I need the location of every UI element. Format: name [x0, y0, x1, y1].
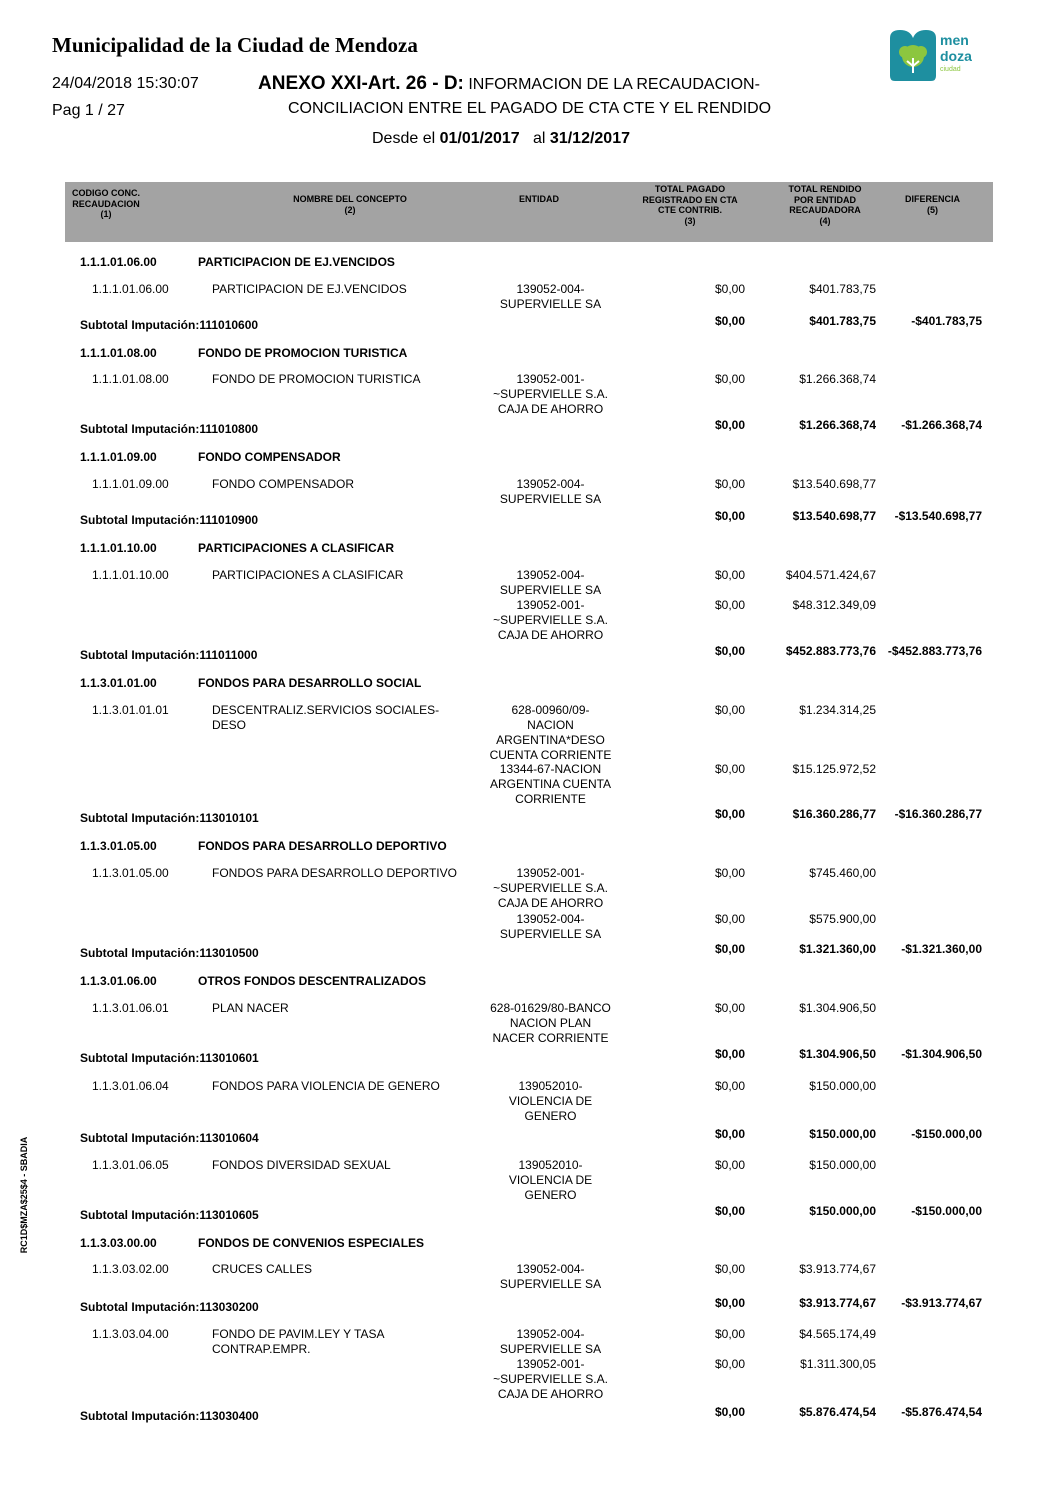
concept-name: PARTICIPACION DE EJ.VENCIDOS	[212, 282, 407, 296]
subtotal-label: Subtotal Imputación:113010500	[80, 946, 259, 960]
entity-name: 139052010- VIOLENCIA DE GENERO	[508, 1079, 593, 1123]
mendoza-logo	[888, 28, 988, 83]
subtotal-pagado: $0,00	[714, 418, 745, 432]
total-pagado: $0,00	[714, 703, 745, 717]
total-rendido: $3.913.774,67	[799, 1262, 876, 1276]
total-pagado: $0,00	[714, 372, 745, 386]
subtotal-label: Subtotal Imputación:113010605	[80, 1208, 259, 1222]
group-name: FONDOS PARA DESARROLLO SOCIAL	[198, 676, 422, 690]
col-header-total-rendido: TOTAL RENDIDO POR ENTIDAD RECAUDADORA (4)	[788, 184, 862, 226]
total-rendido: $1.304.906,50	[799, 1001, 876, 1015]
concept-code: 1.1.3.03.04.00	[92, 1327, 169, 1341]
group-code: 1.1.3.01.05.00	[80, 839, 157, 853]
col-header-total-pagado: TOTAL PAGADO REGISTRADO EN CTA CTE CONTRIB. (3)	[642, 184, 738, 226]
group-code: 1.1.1.01.08.00	[80, 346, 157, 360]
entity-name: 139052-001- ~SUPERVIELLE S.A. CAJA DE AHORRO	[493, 372, 608, 416]
total-rendido: $1.234.314,25	[799, 703, 876, 717]
svg-text:ciudad: ciudad	[940, 66, 961, 73]
concept-code: 1.1.3.01.01.01	[92, 703, 169, 717]
concept-code: 1.1.3.01.05.00	[92, 866, 169, 880]
total-pagado: $0,00	[714, 1327, 745, 1341]
col-header-nombre: NOMBRE DEL CONCEPTO (2)	[293, 194, 407, 215]
subtotal-label: Subtotal Imputación:113030200	[80, 1300, 259, 1314]
total-pagado: $0,00	[714, 1001, 745, 1015]
total-rendido: $575.900,00	[809, 912, 876, 926]
concept-name: PLAN NACER	[212, 1001, 289, 1015]
date-range	[372, 130, 630, 148]
total-pagado: $0,00	[714, 568, 745, 582]
total-pagado: $0,00	[714, 1262, 745, 1276]
subtotal-diferencia: -$1.266.368,74	[901, 418, 982, 432]
subtotal-rendido: $452.883.773,76	[785, 644, 876, 658]
subtotal-diferencia: -$13.540.698,77	[894, 509, 982, 523]
subtotal-rendido: $3.913.774,67	[799, 1296, 876, 1310]
report-title-bold: ANEXO XXI-Art. 26 - D:	[258, 73, 464, 94]
subtotal-label: Subtotal Imputación:113030400	[80, 1409, 259, 1423]
entity-name: 139052010- VIOLENCIA DE GENERO	[508, 1158, 593, 1202]
subtotal-label: Subtotal Imputación:113010601	[80, 1051, 259, 1065]
col-header-diferencia: DIFERENCIA (5)	[904, 194, 960, 215]
group-name: FONDOS DE CONVENIOS ESPECIALES	[198, 1236, 425, 1250]
concept-code: 1.1.3.01.06.01	[92, 1001, 169, 1015]
total-rendido: $13.540.698,77	[792, 477, 876, 491]
subtotal-label: Subtotal Imputación:111010800	[80, 422, 259, 436]
group-code: 1.1.1.01.06.00	[80, 255, 157, 269]
subtotal-pagado: $0,00	[714, 1405, 745, 1419]
range-to: 31/12/2017	[549, 130, 630, 147]
subtotal-rendido: $1.304.906,50	[799, 1047, 876, 1061]
subtotal-pagado: $0,00	[714, 1047, 745, 1061]
total-pagado: $0,00	[714, 762, 745, 776]
subtotal-pagado: $0,00	[714, 644, 745, 658]
subtotal-diferencia: -$1.304.906,50	[901, 1047, 982, 1061]
concept-code: 1.1.1.01.08.00	[92, 372, 169, 386]
entity-name: 139052-004- SUPERVIELLE SA	[499, 912, 602, 941]
group-code: 1.1.3.01.06.00	[80, 974, 157, 988]
range-from: 01/01/2017	[439, 130, 520, 147]
subtotal-rendido: $5.876.474,54	[799, 1405, 876, 1419]
entity-name: 139052-001- ~SUPERVIELLE S.A. CAJA DE AHORRO	[493, 866, 608, 910]
subtotal-rendido: $1.321.360,00	[799, 942, 876, 956]
group-code: 1.1.3.03.00.00	[80, 1236, 157, 1250]
entity-name: 139052-004- SUPERVIELLE SA	[499, 568, 602, 597]
concept-name: PARTICIPACIONES A CLASIFICAR	[212, 568, 404, 582]
entity-name: 628-01629/80-BANCO NACION PLAN NACER CORRIENTE	[490, 1001, 611, 1045]
group-name: PARTICIPACION DE EJ.VENCIDOS	[198, 255, 395, 269]
report-timestamp: 24/04/2018 15:30:07	[52, 75, 199, 92]
total-pagado: $0,00	[714, 1357, 745, 1371]
total-rendido: $745.460,00	[809, 866, 876, 880]
subtotal-rendido: $16.360.286,77	[792, 807, 876, 821]
side-reference-code: RC1D$MZA$25$4 - SBADIA	[19, 1136, 29, 1254]
total-rendido: $4.565.174,49	[799, 1327, 876, 1341]
subtotal-pagado: $0,00	[714, 807, 745, 821]
total-rendido: $1.266.368,74	[799, 372, 876, 386]
group-name: FONDO DE PROMOCION TURISTICA	[198, 346, 408, 360]
subtotal-rendido: $13.540.698,77	[792, 509, 876, 523]
subtotal-diferencia: -$401.783,75	[911, 314, 982, 328]
col-header-entidad: ENTIDAD	[519, 194, 559, 204]
subtotal-diferencia: -$5.876.474,54	[901, 1405, 982, 1419]
subtotal-label: Subtotal Imputación:111010600	[80, 318, 259, 332]
logo-m-tree-icon	[888, 28, 988, 83]
subtotal-rendido: $1.266.368,74	[799, 418, 876, 432]
group-code: 1.1.1.01.10.00	[80, 541, 157, 555]
subtotal-pagado: $0,00	[714, 1204, 745, 1218]
subtotal-diferencia: -$150.000,00	[911, 1204, 982, 1218]
entity-name: 139052-001- ~SUPERVIELLE S.A. CAJA DE AHORRO	[493, 598, 608, 642]
concept-name: FONDO COMPENSADOR	[212, 477, 355, 491]
subtotal-label: Subtotal Imputación:113010101	[80, 811, 259, 825]
subtotal-diferencia: -$3.913.774,67	[901, 1296, 982, 1310]
total-rendido: $401.783,75	[809, 282, 876, 296]
concept-code: 1.1.3.01.06.04	[92, 1079, 169, 1093]
subtotal-rendido: $150.000,00	[809, 1204, 876, 1218]
subtotal-diferencia: -$1.321.360,00	[901, 942, 982, 956]
subtotal-label: Subtotal Imputación:111011000	[80, 648, 258, 662]
total-pagado: $0,00	[714, 1158, 745, 1172]
col-header-codigo: CODIGO CONC. RECAUDACION (1)	[71, 188, 140, 219]
group-name: FONDOS PARA DESARROLLO DEPORTIVO	[198, 839, 447, 853]
total-rendido: $48.312.349,09	[792, 598, 876, 612]
total-rendido: $150.000,00	[809, 1079, 876, 1093]
subtotal-pagado: $0,00	[714, 314, 745, 328]
concept-name: DESCENTRALIZ.SERVICIOS SOCIALES- DESO	[212, 703, 440, 732]
svg-text:men: men	[940, 32, 969, 48]
group-name: OTROS FONDOS DESCENTRALIZADOS	[198, 974, 427, 988]
subtotal-pagado: $0,00	[714, 1296, 745, 1310]
report-subtitle: CONCILIACION ENTRE EL PAGADO DE CTA CTE Y EL RENDIDO	[288, 100, 772, 117]
subtotal-diferencia: -$16.360.286,77	[894, 807, 982, 821]
total-rendido: $404.571.424,67	[785, 568, 876, 582]
concept-name: FONDO DE PROMOCION TURISTICA	[212, 372, 421, 386]
page-indicator: Pag 1 / 27	[52, 102, 125, 119]
subtotal-label: Subtotal Imputación:113010604	[80, 1131, 259, 1145]
group-code: 1.1.1.01.09.00	[80, 450, 157, 464]
concept-code: 1.1.1.01.10.00	[92, 568, 169, 582]
entity-name: 13344-67-NACION ARGENTINA CUENTA CORRIENTE	[489, 762, 612, 806]
concept-name: FONDOS PARA VIOLENCIA DE GENERO	[212, 1079, 440, 1093]
group-name: PARTICIPACIONES A CLASIFICAR	[198, 541, 395, 555]
subtotal-rendido: $401.783,75	[809, 314, 876, 328]
total-rendido: $15.125.972,52	[792, 762, 876, 776]
report-title	[258, 73, 760, 95]
subtotal-pagado: $0,00	[714, 509, 745, 523]
total-pagado: $0,00	[714, 866, 745, 880]
total-pagado: $0,00	[714, 598, 745, 612]
table-header	[65, 182, 993, 242]
subtotal-pagado: $0,00	[714, 942, 745, 956]
concept-name: FONDOS PARA DESARROLLO DEPORTIVO	[212, 866, 457, 880]
concept-name: FONDOS DIVERSIDAD SEXUAL	[212, 1158, 391, 1172]
concept-code: 1.1.1.01.09.00	[92, 477, 169, 491]
concept-code: 1.1.3.03.02.00	[92, 1262, 169, 1276]
organization-title: Municipalidad de la Ciudad de Mendoza	[52, 33, 418, 57]
subtotal-rendido: $150.000,00	[809, 1127, 876, 1141]
subtotal-diferencia: -$452.883.773,76	[887, 644, 982, 658]
total-pagado: $0,00	[714, 1079, 745, 1093]
subtotal-pagado: $0,00	[714, 1127, 745, 1141]
total-rendido: $1.311.300,05	[800, 1357, 876, 1371]
total-rendido: $150.000,00	[809, 1158, 876, 1172]
entity-name: 139052-004- SUPERVIELLE SA	[499, 282, 602, 311]
entity-name: 139052-004- SUPERVIELLE SA	[499, 1262, 602, 1291]
concept-code: 1.1.3.01.06.05	[92, 1158, 169, 1172]
entity-name: 139052-004- SUPERVIELLE SA	[499, 477, 602, 506]
svg-text:doza: doza	[940, 48, 972, 64]
total-pagado: $0,00	[714, 282, 745, 296]
subtotal-label: Subtotal Imputación:111010900	[80, 513, 259, 527]
entity-name: 139052-004- SUPERVIELLE SA	[499, 1327, 602, 1356]
subtotal-diferencia: -$150.000,00	[911, 1127, 982, 1141]
total-pagado: $0,00	[714, 477, 745, 491]
group-code: 1.1.3.01.01.00	[80, 676, 157, 690]
range-to-label: al	[533, 130, 550, 147]
group-name: FONDO COMPENSADOR	[198, 450, 341, 464]
entity-name: 628-00960/09- NACION ARGENTINA*DESO CUENTA CORRIENTE	[489, 703, 612, 762]
concept-name: CRUCES CALLES	[212, 1262, 313, 1276]
report-title-rest: INFORMACION DE LA RECAUDACION-	[463, 76, 760, 93]
concept-name: FONDO DE PAVIM.LEY Y TASA CONTRAP.EMPR.	[212, 1327, 385, 1356]
entity-name: 139052-001- ~SUPERVIELLE S.A. CAJA DE AHORRO	[493, 1357, 608, 1401]
total-pagado: $0,00	[714, 912, 745, 926]
concept-code: 1.1.1.01.06.00	[92, 282, 169, 296]
range-from-label: Desde el	[372, 130, 440, 147]
